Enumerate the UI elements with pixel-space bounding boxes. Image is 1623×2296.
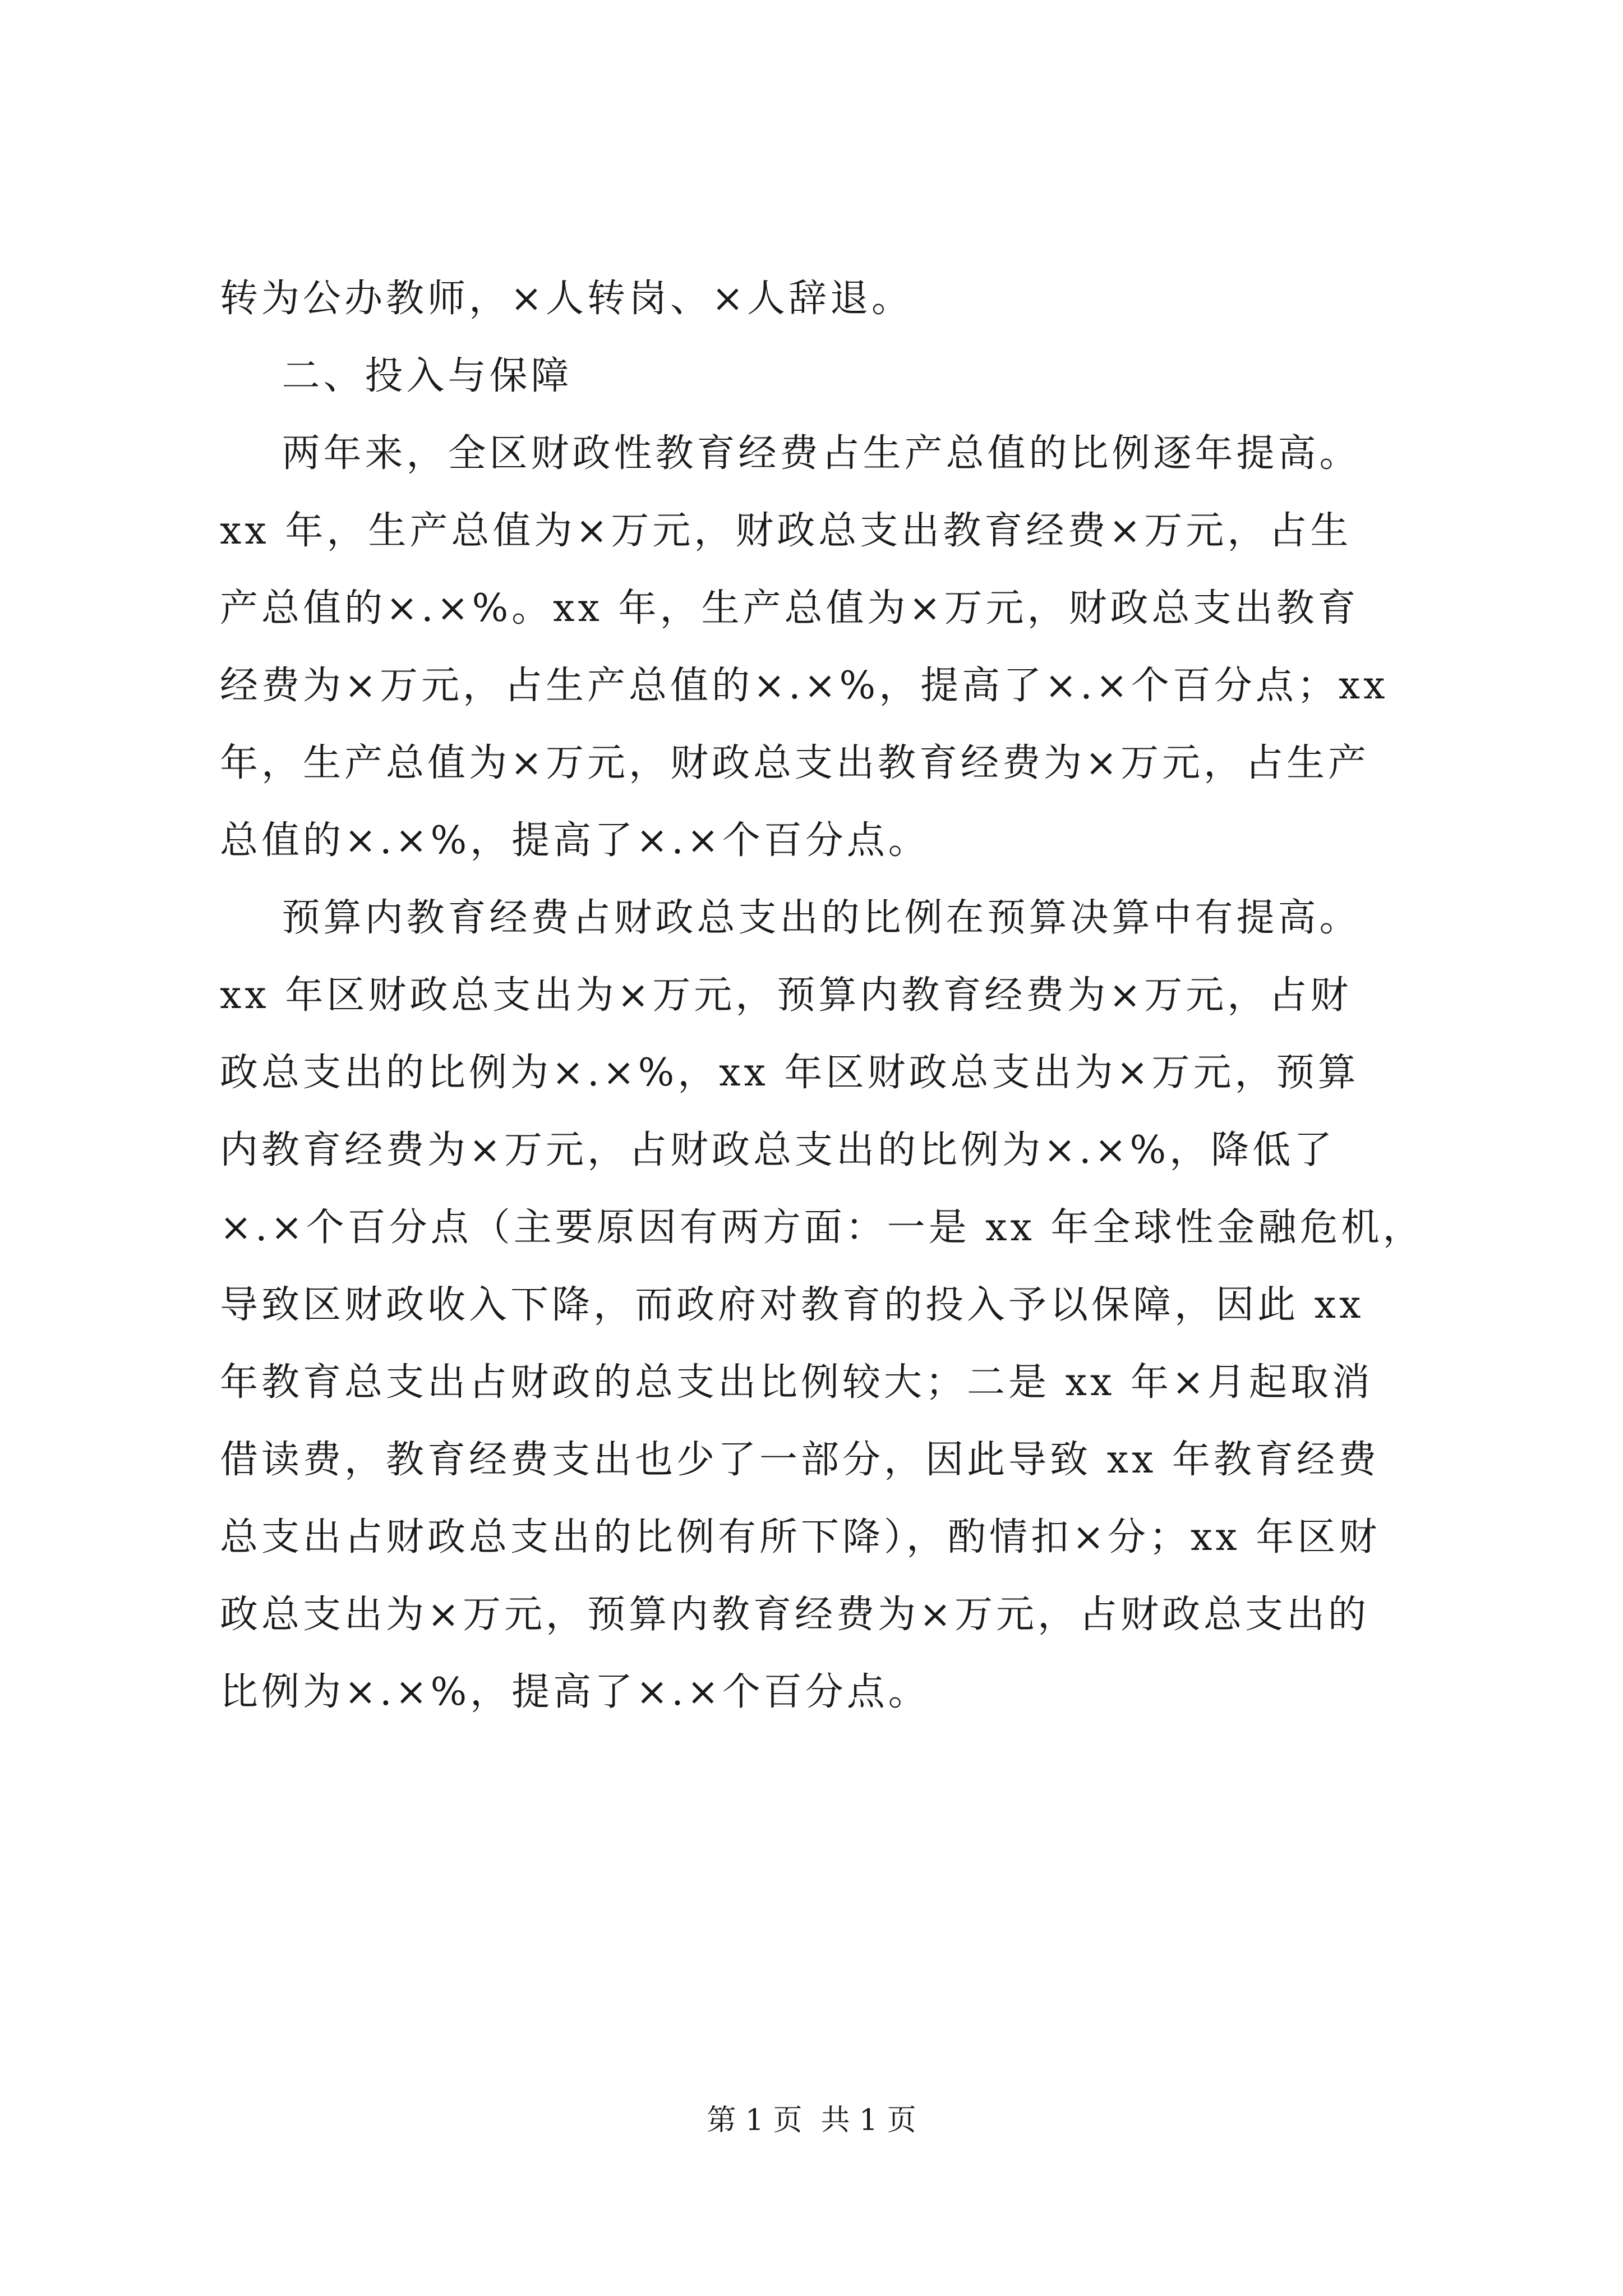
text-line: 总支出占财政总支出的比例有所下降），酌情扣×分；xx 年区财 (220, 1515, 1381, 1559)
text-line: 年，生产总值为×万元，财政总支出教育经费为×万元，占生产 (220, 741, 1370, 785)
text-line: xx 年区财政总支出为×万元，预算内教育经费为×万元，占财 (220, 973, 1352, 1018)
text-line: 借读费，教育经费支出也少了一部分，因此导致 xx 年教育经费 (220, 1438, 1380, 1482)
text-line: 政总支出为×万元，预算内教育经费为×万元，占财政总支出的 (220, 1593, 1370, 1637)
text-line: 年教育总支出占财政的总支出比例较大；二是 xx 年×月起取消 (220, 1360, 1373, 1405)
document-body (220, 260, 1442, 1731)
text-line: 比例为×.×%，提高了×.×个百分点。 (220, 1670, 930, 1714)
text-line: 两年来，全区财政性教育经费占生产总值的比例逐年提高。 (220, 431, 1361, 476)
text-line: 导致区财政收入下降，而政府对教育的投入予以保障，因此 xx (220, 1283, 1364, 1327)
text-line: 产总值的×.×%。xx 年，生产总值为×万元，财政总支出教育 (220, 586, 1359, 631)
section-heading: 二、投入与保障 (220, 354, 573, 398)
text-line: 经费为×万元，占生产总值的×.×%，提高了×.×个百分点；xx (220, 664, 1389, 708)
text-line: 总值的×.×%，提高了×.×个百分点。 (220, 818, 930, 863)
text-line: xx 年，生产总值为×万元，财政总支出教育经费×万元，占生 (220, 509, 1352, 553)
page-number-footer: 第 1 页 共 1 页 (707, 2104, 916, 2137)
text-line: 内教育经费为×万元，占财政总支出的比例为×.×%，降低了 (220, 1128, 1336, 1172)
text-line: 政总支出的比例为×.×%，xx 年区财政总支出为×万元，预算 (220, 1051, 1359, 1095)
text-line: ×.×个百分点（主要原因有两方面：一是 xx 年全球性金融危机， (220, 1205, 1424, 1250)
text-line: 转为公办教师，×人转岗、×人辞退。 (220, 277, 913, 321)
text-line: 预算内教育经费占财政总支出的比例在预算决算中有提高。 (220, 896, 1361, 940)
